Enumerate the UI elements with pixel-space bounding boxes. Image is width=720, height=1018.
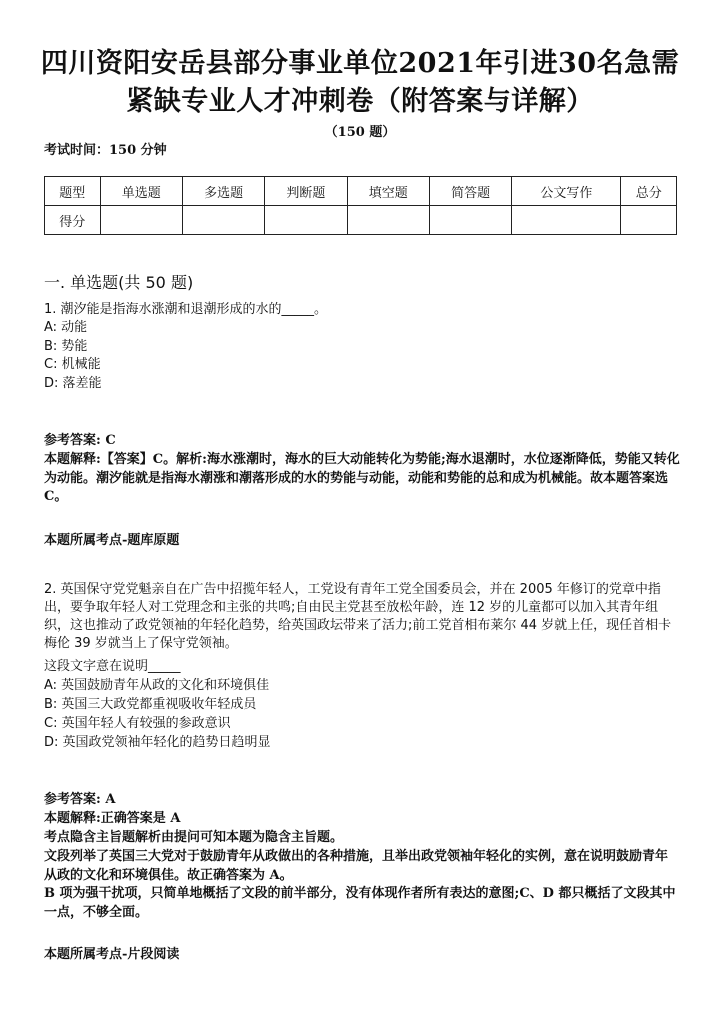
question-2-option-b: B: 英国三大政党都重视吸收年轻成员 xyxy=(44,697,257,712)
question-1-explanation: 本题解释:【答案】C。解析:海水涨潮时，海水的巨大动能转化为势能;海水退潮时，水位逐渐降低，势能又转化为动能。潮汐能就是指海水潮涨和潮落形成的水的势能与动能，动能和势能的总和成为机械能。故本题答案选 C。 xyxy=(44,452,680,504)
document-title-line-2: 紧缺专业人才冲刺卷（附答案与详解） xyxy=(126,86,594,117)
question-1-option-b: B: 势能 xyxy=(44,339,88,354)
score-row-label: 得分 xyxy=(45,206,101,235)
question-1-option-d: D: 落差能 xyxy=(44,376,102,391)
score-table-header-cell: 单选题 xyxy=(100,177,182,206)
score-table-header-cell: 简答题 xyxy=(429,177,511,206)
score-table-header-row xyxy=(45,177,677,206)
score-table-score-row xyxy=(45,206,677,235)
score-cell xyxy=(512,206,621,235)
question-1-knowledge-point: 本题所属考点-题库原题 xyxy=(44,533,180,548)
question-2-explanation-line: 考点隐含主旨题解析由提问可知本题为隐含主旨题。 xyxy=(44,830,344,845)
question-1-option-c: C: 机械能 xyxy=(44,357,101,372)
question-2-explanation-line: 本题解释:正确答案是 A xyxy=(44,811,181,826)
score-cell xyxy=(265,206,347,235)
score-table-header-cell: 题型 xyxy=(45,177,101,206)
question-count: （150 题） xyxy=(324,125,396,140)
score-cell xyxy=(100,206,182,235)
question-2-explanation-line: 文段列举了英国三大党对于鼓励青年从政做出的各种措施，且举出政党领袖年轻化的实例，意在说明鼓励青年从政的文化和环境俱佳。故正确答案为 A。 xyxy=(44,849,669,883)
score-table-header-cell: 公文写作 xyxy=(512,177,621,206)
question-2-option-c: C: 英国年轻人有较强的参政意识 xyxy=(44,716,231,731)
score-cell xyxy=(429,206,511,235)
score-cell xyxy=(347,206,429,235)
score-table xyxy=(44,176,677,235)
question-1-option-a: A: 动能 xyxy=(44,320,88,335)
exam-time: 考试时间：150 分钟 xyxy=(44,143,167,158)
question-1-answer: 参考答案: C xyxy=(44,433,116,448)
score-cell xyxy=(621,206,677,235)
question-2-stem: 2. 英国保守党党魁亲自在广告中招揽年轻人，工党设有青年工党全国委员会，并在 2005 年修订的党章中指出，要争取年轻人对工党理念和主张的共鸣;自由民主党甚至放松年龄，连 12 岁的儿童都可以加入其青年组织，这也推动了政党领袖的年轻化趋势，给英国政坛带来了活力;前工党首相布莱尔 44 岁就上任，现任首相卡梅伦 39 岁就当上了保守党领袖。 xyxy=(44,582,672,651)
document-title-line-1: 四川资阳安岳县部分事业单位2021年引进30名急需 xyxy=(40,48,680,79)
score-table-header-cell: 填空题 xyxy=(347,177,429,206)
score-table-header-cell: 总分 xyxy=(621,177,677,206)
question-2-answer: 参考答案: A xyxy=(44,792,116,807)
score-cell xyxy=(182,206,264,235)
score-table-header-cell: 判断题 xyxy=(265,177,347,206)
question-2-option-d: D: 英国政党领袖年轻化的趋势日趋明显 xyxy=(44,735,271,750)
question-2-knowledge-point: 本题所属考点-片段阅读 xyxy=(44,947,180,962)
section-heading: 一. 单选题(共 50 题) xyxy=(44,273,194,292)
question-2-explanation-line: B 项为强干扰项，只简单地概括了文段的前半部分，没有体现作者所有表达的意图;C、D 都只概括了文段其中一点，不够全面。 xyxy=(44,886,676,920)
question-2-option-a: A: 英国鼓励青年从政的文化和环境俱佳 xyxy=(44,678,270,693)
question-1-stem: 1. 潮汐能是指海水涨潮和退潮形成的水的_____。 xyxy=(44,302,328,317)
question-2-prompt: 这段文字意在说明_____ xyxy=(44,659,181,674)
score-table-header-cell: 多选题 xyxy=(182,177,264,206)
